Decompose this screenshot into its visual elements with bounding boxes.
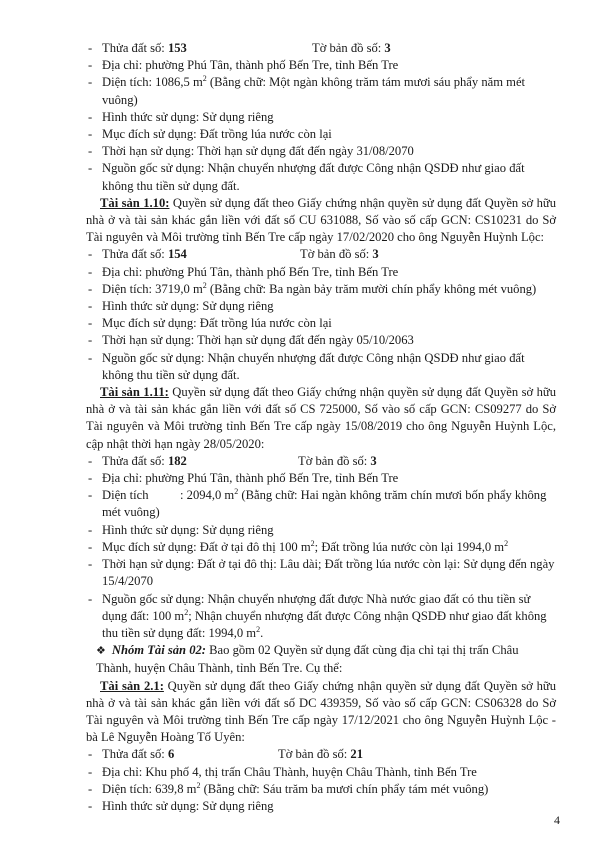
address-line: - Địa chỉ: phường Phú Tân, thành phố Bến Tre, tỉnh Bến Tre <box>86 57 556 74</box>
asset-label: Tài sản 2.1: <box>100 678 164 693</box>
usage-form-line: - Hình thức sử dụng: Sử dụng riêng <box>86 298 556 315</box>
page-content <box>86 40 556 815</box>
usage-form-line: - Hình thức sử dụng: Sử dụng riêng <box>86 109 556 126</box>
area-line: - Diện tích: 639,8 $m^2$ (Bằng chữ: Sáu trăm ba mươi chín phẩy tám mét vuông) <box>86 781 556 798</box>
asset-2-1-paragraph: Tài sản 2.1: Quyền sử dụng đất theo Giấy chứng nhận quyền sử dụng đất Quyền sở hữu nhà ở và tài sản khác gắn liền với đất số DC 439359, Số vào số cấp GCN: CS06328 do Sở Tài nguyên và Môi trường tỉnh Bến Tre cấp ngày 17/12/2021 cho ông Nguyễn Huỳnh Lộc - bà Lê Nguyễn Hoàng Tố Uyên: <box>86 678 556 745</box>
term-line: - Thời hạn sử dụng: Thời hạn sử dụng đất đến ngày 05/10/2063 <box>86 332 556 349</box>
usage-form-line: - Hình thức sử dụng: Sử dụng riêng <box>86 798 556 815</box>
address-line: - Địa chỉ: Khu phố 4, thị trấn Châu Thành, huyện Châu Thành, tỉnh Bến Tre <box>86 764 556 781</box>
group-label: Nhóm Tài sản 02: <box>111 643 206 658</box>
asset-label: Tài sản 1.11: <box>100 385 169 400</box>
plot-line: - Thửa đất số: 6 Tờ bản đồ số: 21 <box>86 746 556 763</box>
asset-1-10-paragraph: Tài sản 1.10: Quyền sử dụng đất theo Giấy chứng nhận quyền sử dụng đất Quyền sở hữu nhà ở và tài sản khác gắn liền với đất số CU 631088, Số vào số cấp GCN: CS10231 do Sở Tài nguyên và Môi trường tỉnh Bến Tre cấp ngày 17/02/2020 cho ông Nguyễn Huỳnh Lộc: <box>86 195 556 245</box>
plot-line: - Thửa đất số: 153 Tờ bản đồ số: 3 <box>86 40 556 57</box>
purpose-line: - Mục đích sử dụng: Đất trồng lúa nước còn lại <box>86 315 556 332</box>
origin-line: - Nguồn gốc sử dụng: Nhận chuyển nhượng đất được Công nhận QSDĐ như giao đất không thu tiền sử dụng đất. <box>86 350 556 384</box>
usage-form-line: - Hình thức sử dụng: Sử dụng riêng <box>86 522 556 539</box>
area-line: - Diện tích : 2094,0 $m^2$ (Bằng chữ: Hai ngàn không trăm chín mươi bốn phẩy không mét vuông) <box>86 487 556 521</box>
asset-1-11-paragraph: Tài sản 1.11: Quyền sử dụng đất theo Giấy chứng nhận quyền sử dụng đất Quyền sở hữu nhà ở và tài sản khác gắn liền với đất số CS 725000, Số vào số cấp GCN: CS09277 do Sở Tài nguyên và Môi trường tỉnh Bến Tre cấp ngày 15/08/2019 cho ông Nguyễn Huỳnh Lộc, cập nhật thời hạn ngày 28/05/2020: <box>86 385 557 451</box>
asset-label: Tài sản 1.10: <box>100 195 170 210</box>
area-line: - Diện tích: 1086,5 $m^2$ (Bằng chữ: Một ngàn không trăm tám mươi sáu phẩy năm mét vuông) <box>86 74 556 108</box>
purpose-line: - Mục đích sử dụng: Đất trồng lúa nước còn lại <box>86 126 556 143</box>
address-line: - Địa chỉ: phường Phú Tân, thành phố Bến Tre, tỉnh Bến Tre <box>86 470 556 487</box>
plot-line: - Thửa đất số: 182 Tờ bản đồ số: 3 <box>86 453 556 470</box>
term-line: - Thời hạn sử dụng: Thời hạn sử dụng đất đến ngày 31/08/2070 <box>86 143 556 160</box>
area-line: - Diện tích: 3719,0 $m^2$ (Bằng chữ: Ba ngàn bảy trăm mười chín phẩy không mét vuông) <box>86 281 556 298</box>
term-line: - Thời hạn sử dụng: Đất ở tại đô thị: Lâu dài; Đất trồng lúa nước còn lại: Sử dụng đến ngày 15/4/2070 <box>86 556 556 590</box>
asset-group-02: ❖ Nhóm Tài sản 02: Bao gồm 02 Quyền sử dụng đất cùng địa chỉ tại thị trấn Châu Thành, huyện Châu Thành, tỉnh Bến Tre. Cụ thể: <box>96 643 519 676</box>
address-line: - Địa chỉ: phường Phú Tân, thành phố Bến Tre, tỉnh Bến Tre <box>86 264 556 281</box>
diamond-bullet-icon: ❖ <box>96 645 106 658</box>
origin-line: - Nguồn gốc sử dụng: Nhận chuyển nhượng đất được Nhà nước giao đất có thu tiền sử dụng đất: 100 $m^2$; Nhận chuyển nhượng đất được Công nhận QSDĐ như giao đất không thu tiền sử dụng đất: 1994,0 $m^2$. <box>86 591 556 643</box>
purpose-line: - Mục đích sử dụng: Đất ở tại đô thị 100 $m^2$; Đất trồng lúa nước còn lại 1994,0 $m^2$ <box>86 539 556 556</box>
page-number: 4 <box>554 813 560 827</box>
origin-line: - Nguồn gốc sử dụng: Nhận chuyển nhượng đất được Công nhận QSDĐ như giao đất không thu tiền sử dụng đất. <box>86 160 556 194</box>
plot-line: - Thửa đất số: 154 Tờ bản đồ số: 3 <box>86 246 556 263</box>
